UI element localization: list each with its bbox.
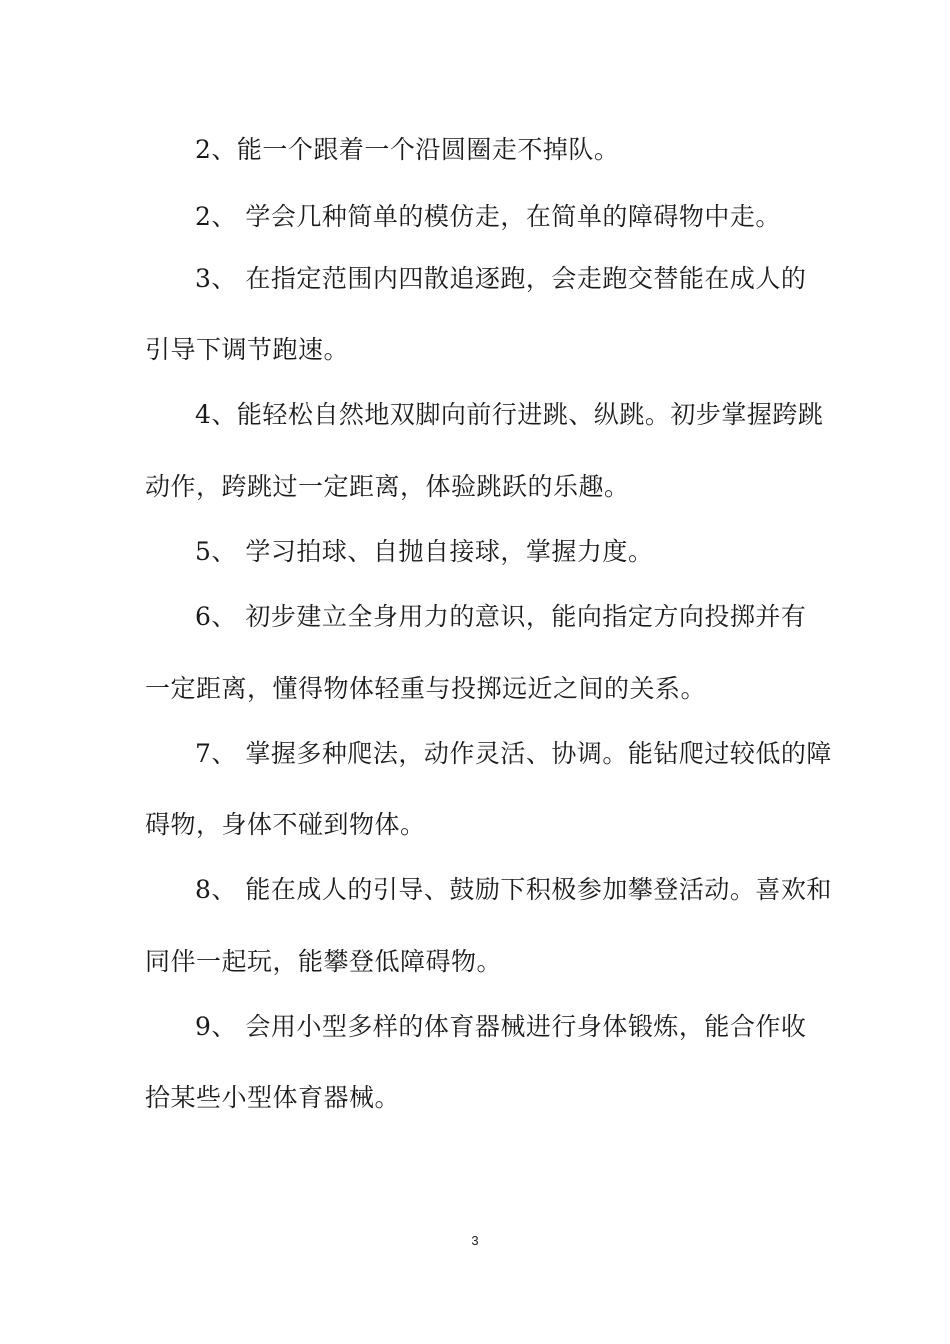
item-8-line-2: 同伴一起玩，能攀登低障碍物。 bbox=[145, 947, 503, 976]
item-5-line: 5、 学习拍球、自抛自接球，掌握力度。 bbox=[195, 537, 654, 566]
item-9-line-1: 9、 会用小型多样的体育器械进行身体锻炼，能合作收 bbox=[195, 1012, 807, 1041]
item-6-line-1: 6、 初步建立全身用力的意识，能向指定方向投掷并有 bbox=[195, 602, 807, 631]
item-4-line-2: 动作，跨跳过一定距离，体验跳跃的乐趣。 bbox=[145, 472, 630, 501]
item-7-line-1: 7、 掌握多种爬法，动作灵活、协调。能钻爬过较低的障 bbox=[195, 739, 832, 768]
item-9-line-2: 拾某些小型体育器械。 bbox=[145, 1083, 401, 1112]
item-3-line-1: 3、 在指定范围内四散追逐跑，会走跑交替能在成人的 bbox=[195, 264, 807, 293]
item-4-line-1: 4、能轻松自然地双脚向前行进跳、纵跳。初步掌握跨跳 bbox=[195, 400, 824, 429]
item-6-line-2: 一定距离，懂得物体轻重与投掷远近之间的关系。 bbox=[145, 674, 707, 703]
item-2b-line: 2、 学会几种简单的模仿走，在简单的障碍物中走。 bbox=[195, 202, 781, 231]
item-7-line-2: 碍物，身体不碰到物体。 bbox=[145, 810, 426, 839]
item-8-line-1: 8、 能在成人的引导、鼓励下积极参加攀登活动。喜欢和 bbox=[195, 875, 832, 904]
item-3-line-2: 引导下调节跑速。 bbox=[145, 335, 350, 364]
item-2a-line: 2、能一个跟着一个沿圆圈走不掉队。 bbox=[195, 135, 620, 164]
page-number: 3 bbox=[471, 1233, 479, 1248]
